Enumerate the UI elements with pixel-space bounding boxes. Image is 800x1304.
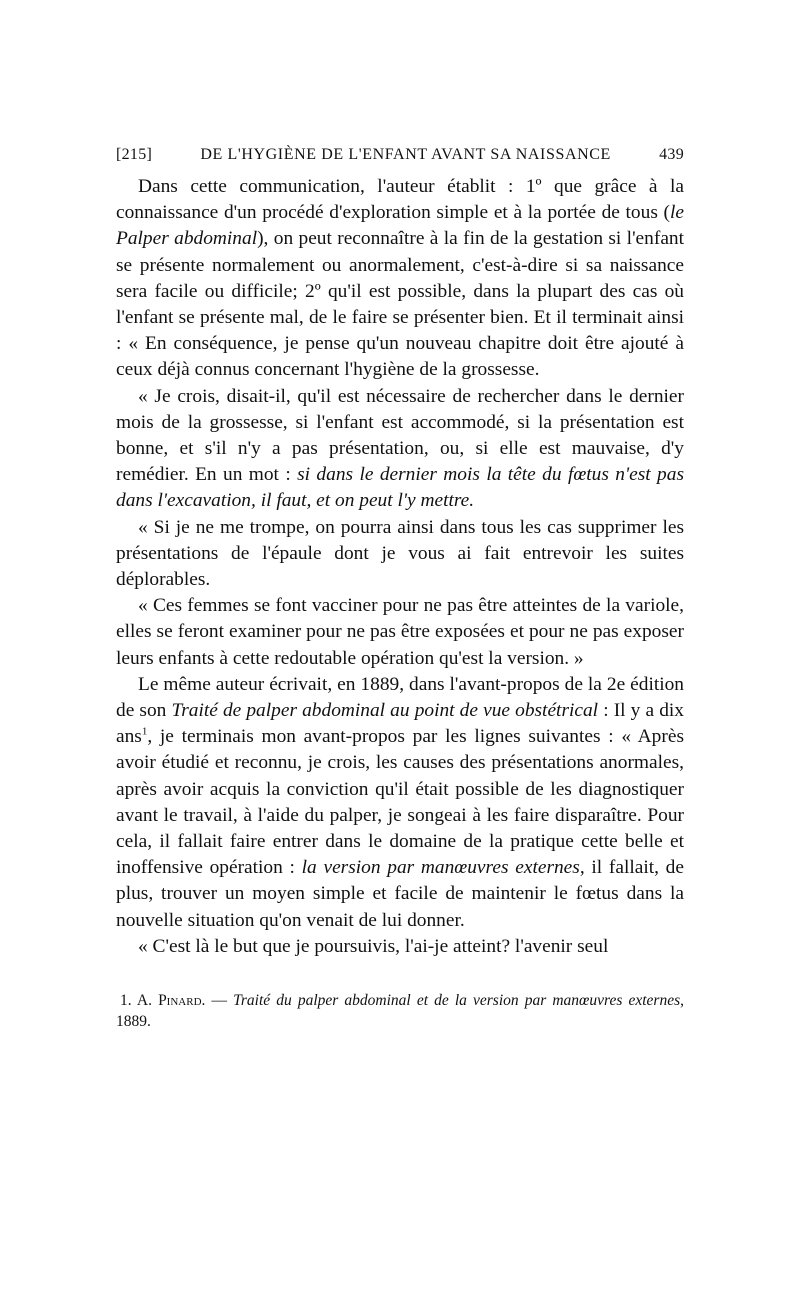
paragraph-5-b: : Il y a dix ans (116, 700, 684, 748)
paragraph-5 (116, 672, 684, 934)
paragraph-5-italic-title: Traité de palper abdominal au point de vue obstétrical (171, 700, 599, 722)
running-head (116, 146, 684, 174)
paragraph-5-d: , il fallait, de plus, trouver un moyen simple et facile de maintenir le fœtus dans la nouvelle situation qu'on venait de lui donner. (116, 857, 684, 931)
page-reference: [215] (116, 146, 153, 163)
body-text (116, 174, 684, 960)
paragraph-5-a: Le même auteur écrivait, en 1889, dans l'avant-propos de la 2e édition de son (116, 673, 684, 722)
page-number: 439 (659, 146, 684, 163)
footnote-spacer (116, 960, 684, 990)
paragraph-1-end: ), on peut reconnaître à la fin de la gestation si l'enfant se présente normalement ou anormalement, c'est-à-dire si sa naissance sera facile ou difficile; 2º qu'il est possible, dans la plupart des cas où l'enfant se présente mal, de le faire se présenter bien. Et il terminait ainsi : « En conséquence, je pense qu'un nouveau chapitre doit être ajouté à ceux déjà connus concernant l'hygiène de la grossesse. (116, 228, 685, 381)
paragraph-1 (116, 174, 684, 384)
paragraph-6: « C'est là le but que je poursuivis, l'ai-je atteint? l'avenir seul (138, 935, 609, 957)
footnote-marker: 1 (141, 725, 148, 738)
footnote (116, 990, 684, 1032)
running-title: DE L'HYGIÈNE DE L'ENFANT AVANT SA NAISSANCE (200, 146, 611, 163)
paragraph-2-start: « Je crois, disait-il, qu'il est nécessaire de rechercher dans le dernier mois de la grossesse, si l'enfant est accommodé, si la présentation est bonne, et s'il n'y a pas présentation, ou, si elle est mauvaise, d'y remédier. En un mot : (116, 385, 684, 486)
paragraph-2 (116, 384, 684, 515)
paragraph-1-start: Dans cette communication, l'auteur établit : 1º que grâce à la connaissance d'un procédé d'exploration simple et à la portée de tous ( (116, 176, 684, 224)
book-page (116, 146, 684, 1032)
footnote-number: 1. A. (120, 992, 152, 1010)
paragraph-4: « Ces femmes se font vacciner pour ne pas être atteintes de la variole, elles se feront examiner pour ne pas être exposées et pour ne pas exposer leurs enfants à cette redoutable opération qu'est la version. » (116, 595, 684, 669)
paragraph-3: « Si je ne me trompe, on pourra ainsi dans tous les cas supprimer les présentations de l'épaule dont je vous ai fait entrevoir les suites déplorables. (116, 516, 684, 591)
footnote-author: Pinard (158, 992, 202, 1010)
paragraph-2-italic: si dans le dernier mois la tête du fœtus n'est pas dans l'excavation, il faut, et on peut l'y mettre. (116, 464, 684, 512)
paragraph-5-c: , je terminais mon avant-propos par les lignes suivantes : « Après avoir étudié et reconnu, je crois, les causes des présentations anormales, après avoir acquis la conviction qu'il était possible de les diagnostiquer avant le travail, à l'aide du palper, je songeai à les faire disparaître. Pour cela, il fallait faire entrer dans le domaine de la pratique cette belle et inoffensive opération : (116, 726, 684, 879)
footnote-year: , 1889. (116, 992, 685, 1031)
footnote-title: Traité du palper abdominal et de la version par manœuvres externes (233, 992, 681, 1010)
footnote-dash: . — (201, 992, 234, 1010)
paragraph-5-italic-version: la version par manœuvres externes (301, 857, 580, 879)
paragraph-1-italic: le Palper abdominal (116, 202, 684, 250)
